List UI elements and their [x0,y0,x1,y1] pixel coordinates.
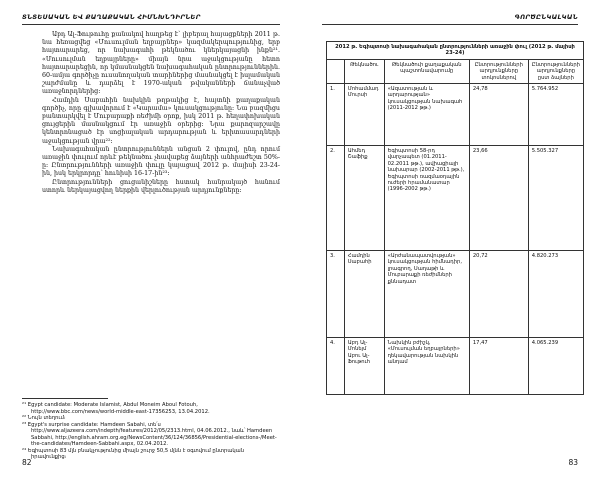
page-number-left: 82 [22,458,32,467]
running-head-left: ՏՆՏԵՍԱԿԱՆ ԵՎ ՔԱՂԱՔԱԿԱՆ ՀԻՄՆԽՆԴԻՐՆԵՐ [22,14,201,21]
footnote: ²³ Egypt's surprise candidate: Hamdeen Sabahi, տե՛ս http://www.aljazeera.com/indepth/features/2012/05/2313.html, 04.06.2012., նաև՝ Hamdeen Sabbahi, http://english.ahram.org.eg/NewsContent/36/124/36856/Presidential-elections-/Meet-the-candidates/Hamdeen-Sabbahi.aspx, 02.04.2012. [22,421,277,447]
vote-count: 4.065.239 [528,338,583,395]
candidate-name: Ահմեդ Շաֆիք [344,146,384,251]
column-header [327,59,345,83]
footnote: ²¹ Egypt candidate: Moderate Islamist, Abdul Moneim Aboul Fotouh, http://www.bbc.com/news/world-middle-east-17356253, 13.04.2012. [22,402,210,415]
table-row [327,146,584,251]
candidate-position: «Ազատության և արդարության» կուսակցության նախագահ (2011-2012 թթ.) [384,84,469,146]
candidate-name: Աբդ Ալ-Մոնեյմ Աբու Ալ-Ֆութուհ [344,338,384,395]
body-text [42,31,280,195]
candidate-position: «Արժանապատվության» կուսակցության հիմնադիր, լրագրող, Սադաթի և Մուբարաքի ռեժիմների քննադատ [384,251,469,338]
vote-count: 4.820.273 [528,251,583,338]
table-row [327,251,584,338]
candidate-position: Եգիպտոսի 58-րդ վարչապետ (01.2011-02.2011 թթ.), ավիացիայի նախարար (2002-2011 թթ.), Եգիպտոսի ռազմաօդային ուժերի հրամանատար (1996-2002 թթ.) [384,146,469,251]
vote-percent: 17,47 [469,338,528,395]
paragraph: Ընտրությունների ցուցանիշները հստակ հանրակայծ հանում ստորև ներկայացվող ներքին վերլուծության արդյունքները։ [42,178,280,194]
table-header-row [327,59,584,83]
table-caption: 2012 թ. Եգիպտոսի նախագահական ընտրությունների առաջին փուլ (2012 թ. մայիսի 23-24) [327,42,584,60]
candidate-name: Մոհամմադ Մուրսի [344,84,384,146]
paragraph: Աբդ Ալ-Ֆութուհը քանակով հաղթեց է՝ լիբերալ հայացքների 2011 թ. նա հեռացվեց «Մուսուլման եղբայրներ» կազմակերպությունից, երբ հայտարարեց, որ նախագահի թեկնածու կներկայացնի ինքն²¹. «Մուսուլման եղբայրները» միայն նրա աջակցությանը հետո հայտարարեցին, որ կմասնակցեն նախագահական ընտրություններին. 60-ամյա գործիչը ուսանողական տարիներից մասնակցել է իսլամական շարժմանը և դարձել է 1970-ական թվականների ճանաչված առաջնորդներից։ [42,31,280,96]
candidate-position: Նախկին բժիշկ, «Մուսուլման եղբայրների» ղեկավարության նախկին անդամ [384,338,469,395]
column-header: Ընտրությունների արդյունքները ըստ ձայների [528,59,583,83]
column-header: Թեկնածուի քաղաքական պաշտոնավարումը [384,59,469,83]
vote-percent: 24,78 [469,84,528,146]
header-rule-right [322,24,578,25]
vote-count: 5.764.952 [528,84,583,146]
footnote: ²² Նույն տեղում։ [22,415,66,421]
paragraph: Համդին Սաբահին նախկին թղթակից է, հայտնի քաղաքական գործիչ, որը գլխավորում է «Կարամա» կուսակցությունը։ Նա բազմիցս բանտարկվել է Մուբարաքի ռեժիմի օրոք, իսկ 2011 թ. հեղափոխական ցույցերին մասնակցում էր առաջին օրերից։ Նրա քարոզարշավը կենտրոնացած էր սոցիալական արդարության և երիտասարդների աջակցության վրա²²։ [42,96,280,145]
right-page [300,0,600,490]
running-head-right: ԳՈՐԾԸՆԿԱԼԿԱՆ [514,14,578,21]
vote-percent: 23,66 [469,146,528,251]
column-header: Թեկնածու [344,59,384,83]
column-header: Ընտրությունների արդյունքները տոկոսներով [469,59,528,83]
page-number-right: 83 [568,458,578,467]
footnote-rule [22,398,108,399]
row-number: 2. [327,146,345,251]
paragraph: Նախագահական ընտրություններն անցան 2 փուլով, ընդ որում առաջին փուլում որևէ թեկնածու չհավաքեց ձայների անհրաժեշտ 50%-ը։ Ընտրությունների առաջին փուլը կայացավ 2012 թ. մայիսի 23-24-ին, իսկ երկրորդը՝ հունիսի 16-17-ին²³։ [42,145,280,178]
footnote: ²⁴ Եգիպտոսի 83 մլն բնակչությունից միայն շուրջ 50,5 մլնն է օգտվում ընտրական իրավունքից։ [22,447,245,460]
row-number: 1. [327,84,345,146]
vote-count: 5.505.327 [528,146,583,251]
candidate-name: Համդին Սաբահի [344,251,384,338]
row-number: 3. [327,251,345,338]
row-number: 4. [327,338,345,395]
footnotes [22,402,280,461]
header-rule-left [22,24,280,25]
table-row [327,338,584,395]
table-row [327,84,584,146]
vote-percent: 20,72 [469,251,528,338]
election-results-table [326,41,584,395]
